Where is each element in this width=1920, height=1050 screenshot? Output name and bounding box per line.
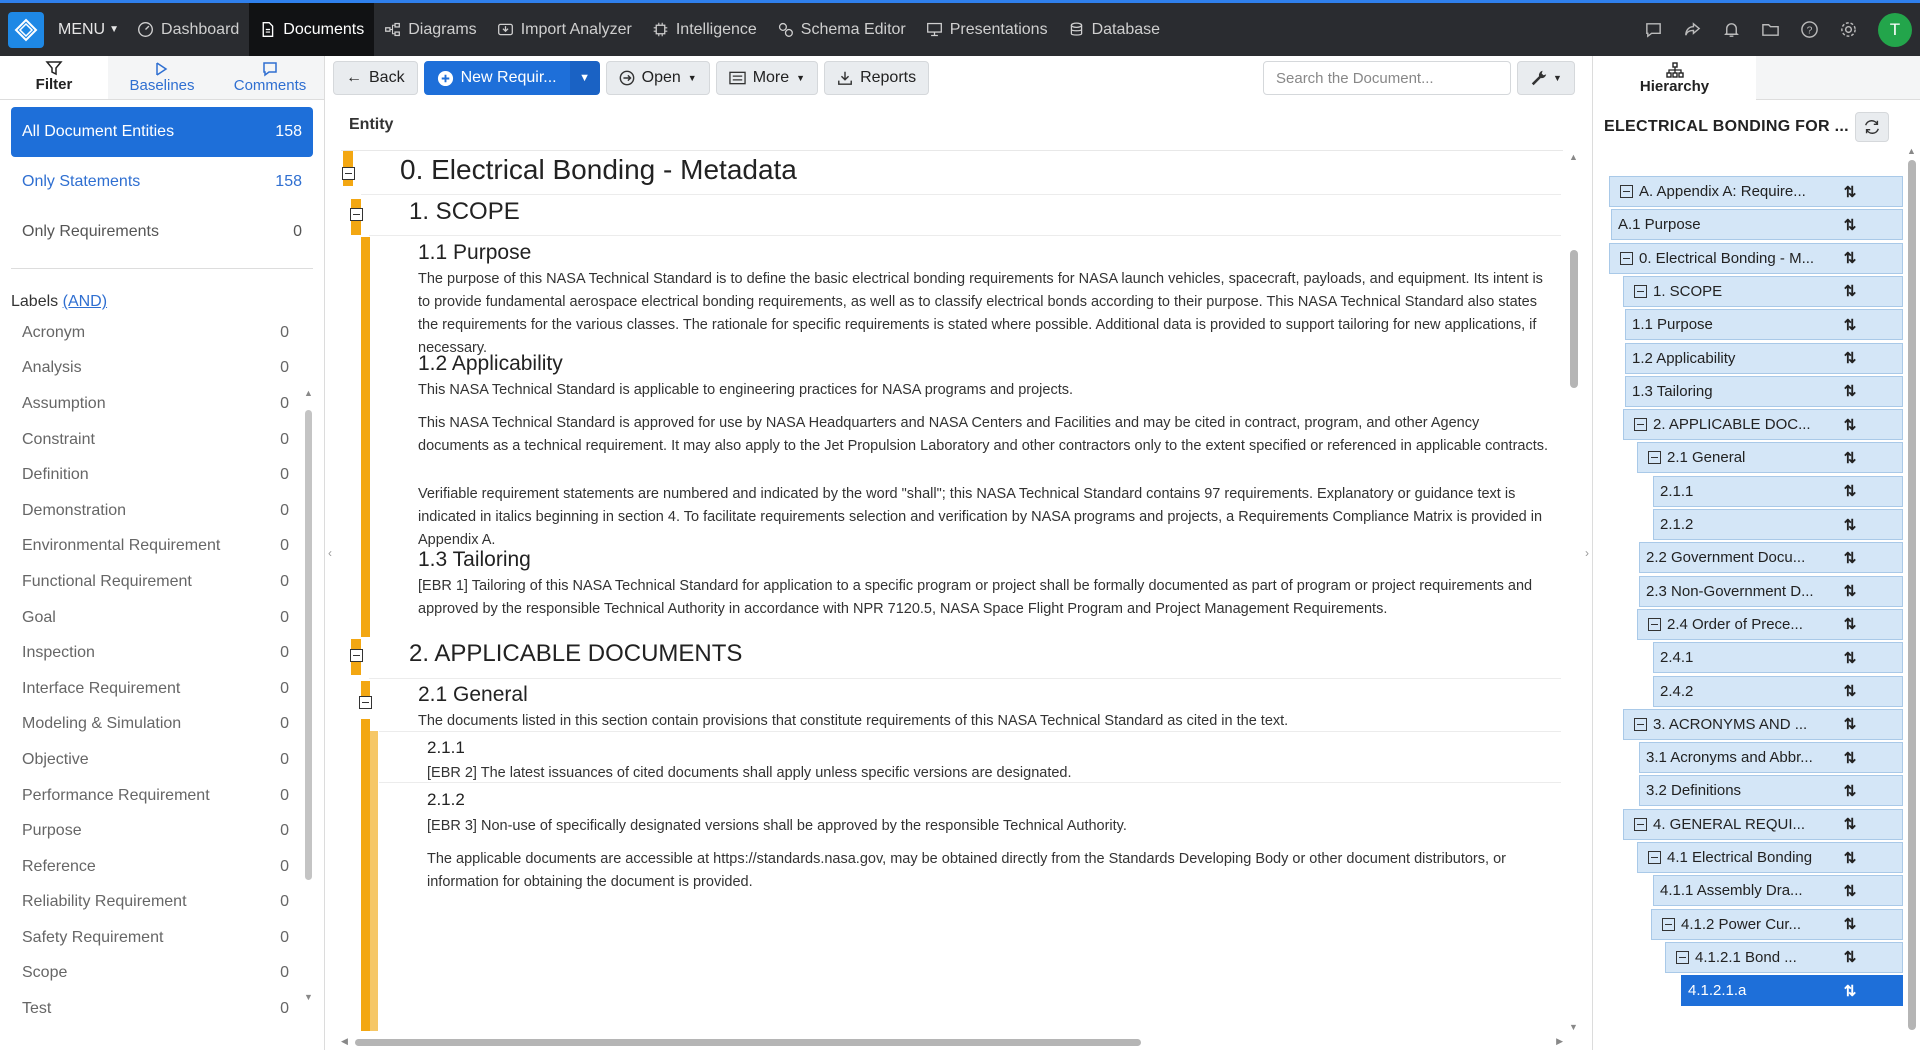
help-icon[interactable]: [1800, 20, 1819, 39]
tree-node-label: 4.1.1 Assembly Dra...: [1660, 882, 1803, 900]
label-filter-count: 0: [280, 644, 289, 662]
label-filter-count: 0: [280, 750, 289, 768]
collapse-node-icon[interactable]: [1634, 818, 1647, 831]
section-2-1-1-heading: 2.1.1: [427, 738, 465, 757]
caret-down-icon: ▼: [687, 73, 697, 83]
label-filter-row[interactable]: [0, 813, 324, 849]
new-requirement-split: [424, 61, 600, 95]
label-filter-name: Safety Requirement: [22, 928, 164, 946]
label-filter-row[interactable]: [0, 600, 324, 636]
caret-down-icon: ▼: [1553, 73, 1562, 83]
filter-only-requirements-label: Only Requirements: [22, 223, 159, 240]
label-filter-count: 0: [280, 537, 289, 555]
scroll-right-icon[interactable]: ▶: [1556, 1036, 1563, 1046]
top-navigation-bar: [0, 0, 1920, 56]
menu-button[interactable]: [58, 21, 119, 39]
hierarchy-title: ELECTRICAL BONDING FOR ...: [1604, 118, 1849, 135]
tree-node[interactable]: [1611, 209, 1903, 240]
tree-node[interactable]: [1625, 343, 1903, 374]
svg-text:?: ?: [1806, 25, 1813, 37]
document-horizontal-scrollbar[interactable]: [341, 1036, 1563, 1048]
sort-arrows-icon[interactable]: ⇅: [1843, 982, 1857, 1000]
tree-node-label: 1.3 Tailoring: [1632, 382, 1713, 400]
back-label: Back: [369, 69, 405, 86]
tree-node[interactable]: [1623, 709, 1903, 740]
tab-baselines[interactable]: [108, 56, 216, 99]
label-filter-name: Scope: [22, 964, 68, 982]
nav-diagrams[interactable]: [374, 3, 486, 56]
label-filter-row[interactable]: [0, 991, 324, 1027]
row-separator: [369, 235, 1561, 236]
plus-circle-icon: [437, 70, 454, 87]
tree-node[interactable]: [1639, 576, 1903, 607]
filter-only-requirements[interactable]: [11, 207, 313, 257]
filter-only-statements[interactable]: [11, 157, 313, 207]
row-separator: [379, 782, 1561, 783]
tree-node-label: 3. ACRONYMS AND ...: [1653, 715, 1808, 733]
scroll-down-icon[interactable]: ▼: [1569, 1022, 1578, 1032]
section-2-1-2-text-2: The applicable documents are accessible at https://standards.nasa.gov, may be obtained directly from the Standards Developing Body or other document distributors, or information for obtaining the document is provided.: [427, 851, 1506, 890]
document-content: [341, 150, 1563, 1030]
label-filter-row[interactable]: [0, 671, 324, 707]
tree-node[interactable]: [1625, 376, 1903, 407]
document-icon: [259, 21, 276, 38]
comments-icon: [261, 61, 279, 77]
purpose-heading: 1.1 Purpose: [418, 241, 532, 264]
tree-node[interactable]: [1639, 775, 1903, 806]
right-tabs: [1593, 56, 1920, 100]
label-filter-count: 0: [280, 466, 289, 484]
tree-node-label: 2.4.1: [1660, 649, 1694, 667]
general-text: The documents listed in this section contain provisions that constitute requirements of this NASA Technical Standard as cited in the text.: [418, 713, 1289, 729]
label-filter-name: Performance Requirement: [22, 786, 210, 804]
sort-arrows-icon[interactable]: ⇅: [1843, 350, 1857, 367]
open-button[interactable]: [606, 61, 710, 95]
nav-database[interactable]: [1058, 3, 1171, 56]
collapse-node-icon[interactable]: [1634, 418, 1647, 431]
applicability-text-2: This NASA Technical Standard is approved for use by NASA Headquarters and NASA Centers and Facilities and may be cited in contract, program, and other Agency documents as a technical requirement. It may also apply to the Jet Propulsion Laboratory and other contractors only to the extent specified or referenced in applicable contracts.: [418, 415, 1549, 454]
tree-node-label: 4. GENERAL REQUI...: [1653, 815, 1805, 833]
tree-node[interactable]: [1639, 542, 1903, 573]
menu-label: MENU: [58, 20, 106, 38]
label-filter-count: 0: [280, 608, 289, 626]
nav-database-label: Database: [1091, 20, 1161, 38]
scope-heading: 1. SCOPE: [409, 198, 520, 225]
tree-node-label: 3.2 Definitions: [1646, 782, 1742, 800]
row-separator: [361, 194, 1561, 195]
tree-node[interactable]: [1623, 409, 1903, 440]
section-2-1-2-text: [EBR 3] Non-use of specifically designated versions shall be approved by the responsible Technical Authority.: [427, 818, 1127, 834]
sort-arrows-icon[interactable]: ⇅: [1843, 949, 1857, 967]
schema-icon: [777, 21, 794, 38]
sort-arrows-icon[interactable]: ⇅: [1843, 716, 1857, 734]
document-scroll-thumb[interactable]: [1570, 250, 1578, 388]
sort-arrows-icon[interactable]: ⇅: [1843, 516, 1857, 534]
tree-node[interactable]: [1625, 309, 1903, 340]
collapse-node-icon[interactable]: [1620, 252, 1633, 265]
label-filter-name: Interface Requirement: [22, 679, 181, 697]
sort-arrows-icon[interactable]: ⇅: [1843, 749, 1857, 767]
filter-all-entities-count: 158: [275, 123, 302, 140]
list-icon: [729, 71, 746, 85]
tree-node[interactable]: [1637, 609, 1903, 640]
collapse-node-icon[interactable]: [1676, 951, 1689, 964]
tab-baselines-label: Baselines: [129, 77, 195, 94]
label-filter-name: Environmental Requirement: [22, 537, 221, 555]
tree-node[interactable]: [1681, 975, 1903, 1006]
applicability-heading: 1.2 Applicability: [418, 352, 563, 375]
collapse-scope-icon[interactable]: [350, 208, 363, 221]
scroll-up-icon[interactable]: ▲: [1569, 152, 1578, 162]
sort-arrows-icon[interactable]: ⇅: [1843, 483, 1857, 501]
divider: [11, 268, 313, 269]
app-logo-icon[interactable]: [8, 12, 44, 48]
document-toolbar: [333, 56, 1583, 100]
tree-node[interactable]: [1637, 842, 1903, 873]
tree-node-label: 0. Electrical Bonding - M...: [1639, 249, 1815, 267]
nav-import-analyzer[interactable]: [487, 3, 642, 56]
scroll-left-icon[interactable]: ◀: [341, 1036, 348, 1046]
label-filter-row[interactable]: [0, 635, 324, 671]
label-filter-name: Reliability Requirement: [22, 893, 187, 911]
refresh-icon: [1863, 118, 1881, 136]
filter-all-entities-label: All Document Entities: [22, 123, 175, 140]
label-filter-row[interactable]: [0, 956, 324, 992]
hierarchy-scrollbar[interactable]: [1907, 146, 1916, 1046]
tab-filter[interactable]: [0, 56, 108, 99]
filter-icon: [45, 60, 63, 76]
scroll-up-icon[interactable]: ▲: [1907, 146, 1916, 156]
user-avatar[interactable]: T: [1878, 13, 1912, 47]
label-filter-row[interactable]: [0, 920, 324, 956]
label-filter-name: Functional Requirement: [22, 572, 192, 590]
row-separator: [379, 731, 1561, 732]
applicable-documents-heading: 2. APPLICABLE DOCUMENTS: [409, 640, 743, 667]
tree-node-label: 1. SCOPE: [1653, 282, 1723, 300]
new-requirement-label: New Requir...: [460, 69, 557, 86]
gear-icon[interactable]: [1839, 20, 1858, 39]
label-filter-count: 0: [280, 501, 289, 519]
row-separator: [369, 678, 1561, 679]
more-button[interactable]: [716, 61, 818, 95]
tree-node[interactable]: [1651, 909, 1903, 940]
tree-node[interactable]: [1653, 875, 1903, 906]
nav-schema-editor[interactable]: [767, 3, 916, 56]
collapse-applicable-docs-icon[interactable]: [350, 649, 363, 662]
label-filter-row[interactable]: [0, 529, 324, 565]
level-bar: [361, 237, 370, 637]
label-filter-count: 0: [280, 1000, 289, 1018]
reports-button[interactable]: [824, 61, 929, 95]
label-filter-count: 0: [280, 679, 289, 697]
sort-arrows-icon[interactable]: ⇅: [1843, 416, 1857, 434]
sort-arrows-icon[interactable]: ⇅: [1843, 916, 1857, 934]
label-filter-row[interactable]: [0, 351, 324, 387]
download-icon: [837, 70, 853, 86]
level-bar: [370, 731, 378, 1031]
wrench-icon: [1530, 69, 1548, 87]
sort-arrows-icon[interactable]: ⇅: [1843, 816, 1857, 834]
caret-down-icon: ▼: [579, 72, 591, 84]
tree-node-label: 4.1 Electrical Bonding: [1667, 849, 1813, 866]
filter-only-statements-count: 158: [275, 173, 302, 190]
label-filter-name: Test: [22, 1000, 52, 1018]
new-requirement-dropdown[interactable]: [570, 61, 600, 95]
tree-node[interactable]: [1653, 476, 1903, 507]
arrow-left-icon: ←: [346, 69, 362, 86]
general-heading: 2.1 General: [418, 683, 528, 706]
label-filter-count: 0: [280, 394, 289, 412]
label-filter-row[interactable]: [0, 386, 324, 422]
tree-node-label: 2.1.1: [1660, 482, 1694, 500]
label-filter-row[interactable]: [0, 849, 324, 885]
share-icon[interactable]: [1683, 20, 1702, 39]
tree-node-label: 1.1 Purpose: [1632, 316, 1713, 334]
more-label: More: [752, 69, 790, 86]
diagram-icon: [384, 21, 401, 38]
document-search-input[interactable]: [1263, 61, 1511, 95]
label-filter-name: Demonstration: [22, 501, 127, 519]
document-area: [333, 100, 1583, 1050]
nav-schema-editor-label: Schema Editor: [800, 20, 906, 38]
label-filter-row[interactable]: [0, 885, 324, 921]
tree-node-label: 4.1.2 Power Cur...: [1681, 915, 1802, 933]
chevron-down-icon: ▼: [109, 24, 120, 35]
sort-arrows-icon[interactable]: ⇅: [1843, 183, 1857, 201]
labels-scrollbar[interactable]: [304, 388, 313, 1002]
sort-arrows-icon[interactable]: ⇅: [1843, 649, 1857, 667]
tree-node[interactable]: [1623, 809, 1903, 840]
import-icon: [497, 21, 514, 38]
section-2-1-1-text: [EBR 2] The latest issuances of cited documents shall apply unless specific versions are designated.: [427, 765, 1072, 781]
applicability-text-3: Verifiable requirement statements are numbered and indicated by the word "shall"; this NASA Technical Standard contains 97 requirements. Explanatory or guidance text is indicated in italics beginning in section 4. To facilitate requirements selection and verification by NASA programs and projects, a Requirements Compliance Matrix is provided in Appendix A.: [418, 486, 1543, 548]
labels-scroll-thumb[interactable]: [305, 410, 312, 880]
collapse-section-0-icon[interactable]: [342, 167, 355, 180]
scroll-down-icon[interactable]: ▼: [304, 992, 313, 1002]
hierarchy-tree: [1593, 176, 1903, 1010]
tree-node[interactable]: [1637, 442, 1903, 473]
label-filter-row[interactable]: [0, 493, 324, 529]
hierarchy-scroll-thumb[interactable]: [1908, 160, 1916, 1030]
tree-node[interactable]: [1653, 509, 1903, 540]
back-button[interactable]: [333, 61, 418, 95]
collapse-node-icon[interactable]: [1634, 718, 1647, 731]
tree-node-label: 1.2 Applicability: [1632, 349, 1736, 367]
document-hscroll-thumb[interactable]: [355, 1039, 1141, 1046]
tree-node[interactable]: [1609, 176, 1903, 207]
tree-node-label: A.1 Purpose: [1618, 216, 1701, 234]
tree-node-label: A. Appendix A: Require...: [1639, 183, 1806, 200]
intelligence-icon: [652, 21, 669, 38]
collapse-node-icon[interactable]: [1662, 918, 1675, 931]
label-filter-name: Inspection: [22, 644, 95, 662]
sort-arrows-icon[interactable]: ⇅: [1843, 316, 1857, 334]
nav-dashboard[interactable]: [127, 3, 249, 56]
sort-arrows-icon[interactable]: ⇅: [1843, 250, 1857, 268]
label-filter-count: 0: [280, 786, 289, 804]
open-circle-icon: [619, 70, 635, 86]
filter-only-statements-label: Only Statements: [22, 173, 141, 190]
filter-all-entities[interactable]: [11, 107, 313, 157]
tree-node[interactable]: [1665, 942, 1903, 973]
purpose-text: The purpose of this NASA Technical Standard is to define the basic electrical bonding requirements for NASA launch vehicles, spacecraft, payloads, and equipment. Its intent is to provide fundamental aerospace electrical bonding requirements, as well as to classify electrical bonds according to their purpose. This NASA Technical Standard also states the requirements for the various classes. The rationale for specific requirements is stated where possible. Additional data is provided to support tailoring for new applications, if necessary.: [418, 271, 1543, 356]
sort-arrows-icon[interactable]: ⇅: [1843, 549, 1857, 567]
sort-arrows-icon[interactable]: ⇅: [1843, 882, 1857, 900]
database-icon: [1068, 21, 1085, 38]
tailoring-heading: 1.3 Tailoring: [418, 548, 531, 571]
labels-mode-link[interactable]: (AND): [62, 293, 108, 310]
sort-arrows-icon[interactable]: ⇅: [1843, 849, 1857, 867]
label-filter-count: 0: [280, 572, 289, 590]
tree-node[interactable]: [1639, 742, 1903, 773]
sort-arrows-icon[interactable]: ⇅: [1843, 449, 1857, 467]
labels-list: [0, 315, 324, 1018]
label-filter-count: 0: [280, 822, 289, 840]
collapse-node-icon[interactable]: [1648, 618, 1661, 631]
chat-icon[interactable]: [1644, 20, 1663, 39]
sort-arrows-icon[interactable]: ⇅: [1843, 782, 1857, 800]
nav-intelligence[interactable]: [642, 3, 767, 56]
label-filter-count: 0: [280, 857, 289, 875]
nav-presentations-label: Presentations: [949, 20, 1048, 38]
label-filter-row[interactable]: [0, 457, 324, 493]
scroll-up-icon[interactable]: ▲: [304, 388, 313, 398]
label-filter-count: 0: [280, 430, 289, 448]
section-0-heading: 0. Electrical Bonding - Metadata: [400, 154, 797, 185]
tab-comments[interactable]: [216, 56, 324, 99]
dashboard-icon: [137, 21, 154, 38]
label-filter-row[interactable]: [0, 742, 324, 778]
sort-arrows-icon[interactable]: ⇅: [1843, 683, 1857, 700]
labels-heading: [11, 293, 313, 311]
section-2-1-2-heading: 2.1.2: [427, 790, 465, 809]
label-filter-count: 0: [280, 359, 289, 377]
label-filter-count: 0: [280, 323, 289, 341]
nav-intelligence-label: Intelligence: [675, 20, 757, 38]
refresh-button[interactable]: [1855, 112, 1889, 142]
sort-arrows-icon[interactable]: ⇅: [1843, 616, 1857, 634]
filter-panel: [0, 56, 325, 1050]
tab-comments-label: Comments: [233, 77, 307, 94]
left-tabs: [0, 56, 324, 100]
open-label: Open: [641, 69, 681, 86]
tree-node[interactable]: [1653, 642, 1903, 673]
label-filter-name: Constraint: [22, 430, 95, 448]
nav-diagrams-label: Diagrams: [408, 20, 477, 38]
new-requirement-button[interactable]: [424, 61, 570, 95]
collapse-node-icon[interactable]: [1648, 451, 1661, 464]
tree-node-label: 3.1 Acronyms and Abbr...: [1646, 749, 1813, 767]
tree-node-label: 4.1.2.1 Bond ...: [1695, 948, 1797, 966]
label-filter-count: 0: [280, 893, 289, 911]
collapse-node-icon[interactable]: [1648, 851, 1661, 864]
presentation-icon: [926, 21, 943, 38]
top-right-icons: [1644, 13, 1920, 47]
labels-title: Labels: [11, 293, 59, 310]
entity-column-header: Entity: [349, 116, 394, 133]
sort-arrows-icon[interactable]: ⇅: [1843, 383, 1857, 401]
tree-node[interactable]: [1653, 676, 1903, 707]
level-bar: [361, 719, 370, 1031]
bell-icon[interactable]: [1722, 20, 1741, 39]
label-filter-row[interactable]: [0, 422, 324, 458]
tab-hierarchy[interactable]: [1593, 56, 1756, 100]
baseline-icon: [153, 61, 171, 77]
nav-documents-label: Documents: [283, 20, 365, 38]
folder-icon[interactable]: [1761, 20, 1780, 39]
label-filter-name: Definition: [22, 466, 89, 484]
tree-node-label: 2.3 Non-Government D...: [1646, 582, 1814, 600]
label-filter-row[interactable]: [0, 707, 324, 743]
label-filter-row[interactable]: [0, 564, 324, 600]
tree-node[interactable]: [1609, 243, 1903, 274]
tree-node-label: 2.1.2: [1660, 516, 1694, 533]
tree-node[interactable]: [1623, 276, 1903, 307]
reports-label: Reports: [860, 69, 917, 86]
label-filter-count: 0: [280, 715, 289, 733]
label-filter-count: 0: [280, 928, 289, 946]
hierarchy-icon: [1666, 62, 1684, 78]
tab-hierarchy-label: Hierarchy: [1639, 77, 1710, 95]
sort-arrows-icon[interactable]: ⇅: [1843, 216, 1857, 234]
nav-import-analyzer-label: Import Analyzer: [520, 20, 632, 38]
label-filter-name: Purpose: [22, 822, 82, 840]
tree-node-label: 2.4 Order of Prece...: [1667, 615, 1803, 633]
collapse-node-icon[interactable]: [1634, 285, 1647, 298]
filter-only-requirements-count: 0: [293, 223, 302, 240]
label-filter-name: Reference: [22, 857, 96, 875]
label-filter-row[interactable]: [0, 778, 324, 814]
tools-button[interactable]: [1517, 61, 1575, 95]
tree-node-label: 2.4.2: [1660, 682, 1694, 700]
nav-dashboard-label: Dashboard: [161, 20, 240, 38]
label-filter-name: Acronym: [22, 323, 86, 341]
label-filter-name: Modeling & Simulation: [22, 715, 182, 733]
label-filter-name: Goal: [22, 608, 56, 626]
caret-down-icon: ▼: [796, 73, 806, 83]
left-collapse-handle[interactable]: ‹: [328, 546, 332, 560]
hierarchy-panel: [1593, 56, 1920, 1050]
tree-node-label: 2. APPLICABLE DOC...: [1653, 416, 1811, 434]
sort-arrows-icon[interactable]: ⇅: [1843, 283, 1857, 301]
applicability-text-1: This NASA Technical Standard is applicable to engineering practices for NASA programs and projects.: [418, 382, 1073, 398]
tree-node-label: 2.2 Government Docu...: [1646, 549, 1806, 567]
label-filter-name: Objective: [22, 750, 89, 768]
right-collapse-handle[interactable]: ›: [1585, 546, 1589, 560]
tailoring-text: [EBR 1] Tailoring of this NASA Technical Standard for application to a specific program or project shall be formally documented as part of program or project requirements and approved by the responsible Technical Authority in accordance with NPR 7120.5, NASA Space Flight Program and Project Management Requirements.: [418, 578, 1533, 617]
tab-filter-label: Filter: [35, 76, 73, 93]
label-filter-row[interactable]: [0, 315, 324, 351]
sort-arrows-icon[interactable]: ⇅: [1843, 583, 1857, 601]
tree-node-label: 2.1 General: [1667, 449, 1746, 467]
nav-presentations[interactable]: [916, 3, 1058, 56]
collapse-node-icon[interactable]: [1620, 185, 1633, 198]
label-filter-name: Assumption: [22, 394, 106, 412]
label-filter-count: 0: [280, 964, 289, 982]
nav-documents[interactable]: [249, 3, 374, 56]
document-vertical-scrollbar[interactable]: [1567, 150, 1581, 1030]
tree-node-label: 4.1.2.1.a: [1688, 982, 1747, 1000]
label-filter-name: Analysis: [22, 359, 82, 377]
collapse-general-icon[interactable]: [359, 696, 372, 709]
